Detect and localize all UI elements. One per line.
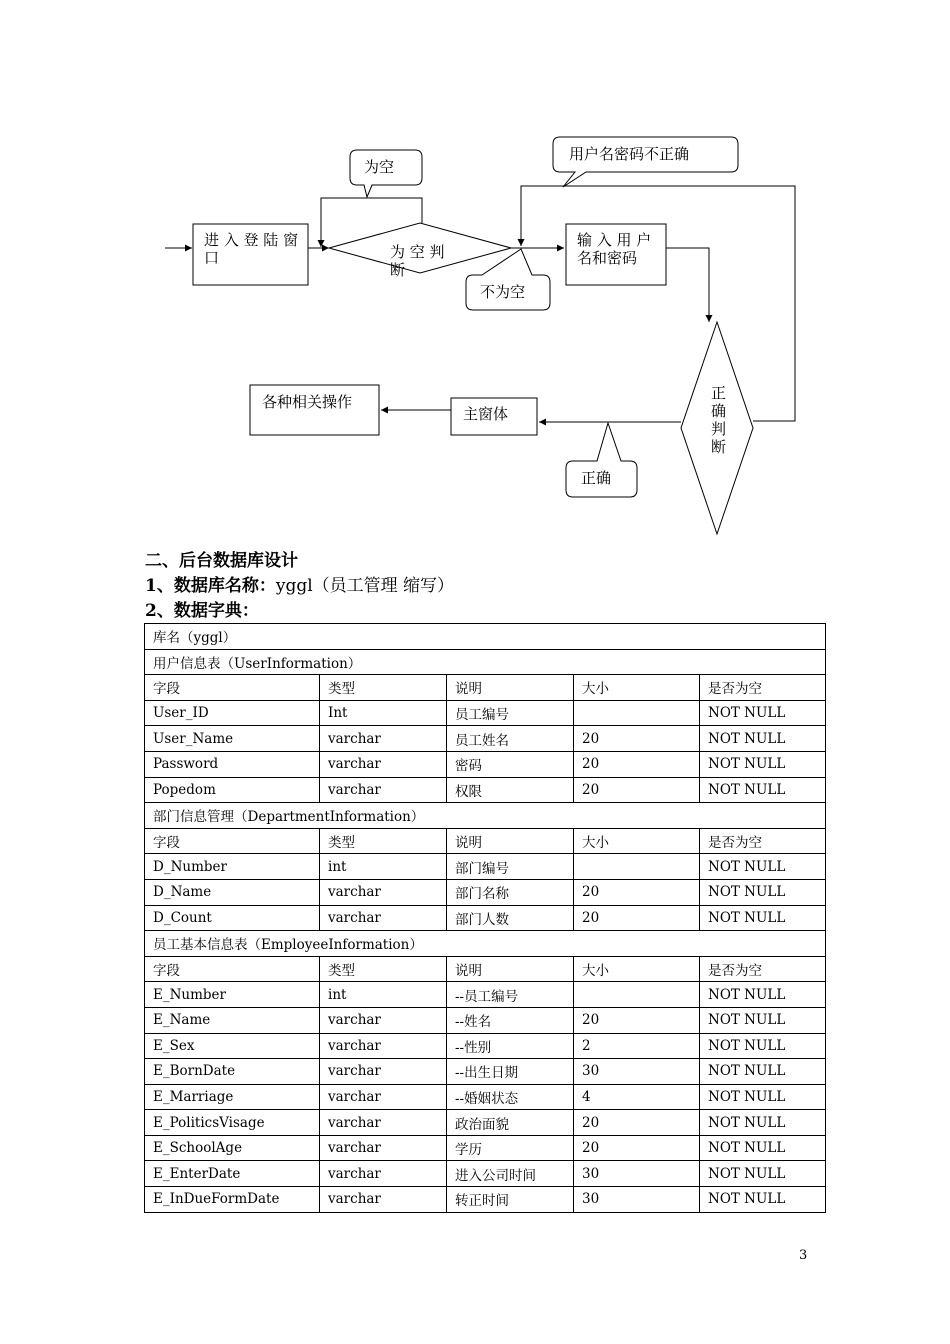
header-cell: 是否为空 <box>700 828 826 854</box>
header-cell: 大小 <box>574 675 700 701</box>
table-title-row <box>145 931 826 957</box>
table-cell: --员工编号 <box>447 982 574 1008</box>
table-cell: E_PoliticsVisage <box>145 1110 320 1136</box>
table-cell: NOT NULL <box>700 982 826 1008</box>
header-cell: 类型 <box>320 828 447 854</box>
table-cell: varchar <box>320 726 447 752</box>
table-row <box>145 700 826 726</box>
table-cell: varchar <box>320 905 447 931</box>
table-cell: NOT NULL <box>700 879 826 905</box>
callout-correct-label: 正确 <box>581 469 612 487</box>
table-row <box>145 1110 826 1136</box>
db-name-heading <box>145 575 454 597</box>
table-cell: 密码 <box>447 751 574 777</box>
table-row <box>145 982 826 1008</box>
table-cell: E_Sex <box>145 1033 320 1059</box>
table-cell: 20 <box>574 905 700 931</box>
table-cell: 20 <box>574 879 700 905</box>
table-cell: 进入公司时间 <box>447 1161 574 1187</box>
table-cell: 20 <box>574 751 700 777</box>
table-cell: varchar <box>320 1187 447 1213</box>
empty-loop-arrow <box>321 198 422 247</box>
table-cell: D_Number <box>145 854 320 880</box>
table-cell: --出生日期 <box>447 1059 574 1085</box>
table-cell: 20 <box>574 777 700 803</box>
table-cell: E_Number <box>145 982 320 1008</box>
table-cell: 政治面貌 <box>447 1110 574 1136</box>
table-cell <box>574 700 700 726</box>
callout-wrong-label: 用户名密码不正确 <box>569 145 690 163</box>
header-cell: 类型 <box>320 675 447 701</box>
table-cell: 20 <box>574 1007 700 1033</box>
table-header-row <box>145 675 826 701</box>
table-cell: 20 <box>574 726 700 752</box>
table-cell: varchar <box>320 879 447 905</box>
table-title-row <box>145 649 826 675</box>
page-number: 3 <box>799 1248 808 1263</box>
enter-window-label-1: 进 入 登 陆 窗 <box>204 231 299 249</box>
table-cell: NOT NULL <box>700 905 826 931</box>
correct-check-label-4: 断 <box>711 438 727 456</box>
db-name-label: 1、数据库名称： <box>145 576 276 596</box>
table-cell: 30 <box>574 1187 700 1213</box>
db-label-cell: 库名（yggl） <box>145 624 826 650</box>
table-header-row <box>145 956 826 982</box>
db-name-value: yggl（员工管理 缩写） <box>275 576 455 596</box>
table-cell: NOT NULL <box>700 1187 826 1213</box>
table-cell: 4 <box>574 1084 700 1110</box>
table-cell: User_ID <box>145 700 320 726</box>
table-cell: E_SchoolAge <box>145 1135 320 1161</box>
empty-check-label-1: 为 空 判 <box>390 243 445 261</box>
login-flowchart <box>0 0 950 560</box>
table-cell: varchar <box>320 1110 447 1136</box>
table-cell: 20 <box>574 1110 700 1136</box>
table-cell: 部门人数 <box>447 905 574 931</box>
table-cell: int <box>320 982 447 1008</box>
table-cell: E_Marriage <box>145 1084 320 1110</box>
table-cell: 学历 <box>447 1135 574 1161</box>
wrong-loop-arrow <box>521 186 795 421</box>
operations-label: 各种相关操作 <box>262 393 353 411</box>
table-cell: D_Name <box>145 879 320 905</box>
table-cell: D_Count <box>145 905 320 931</box>
table-cell <box>574 854 700 880</box>
table-cell: --姓名 <box>447 1007 574 1033</box>
correct-check-label-2: 确 <box>711 402 727 420</box>
table-title-row <box>145 803 826 829</box>
table-cell: NOT NULL <box>700 1135 826 1161</box>
callout-not-empty-label: 不为空 <box>480 283 526 301</box>
table-cell: User_Name <box>145 726 320 752</box>
table-row <box>145 1033 826 1059</box>
table-cell: NOT NULL <box>700 1007 826 1033</box>
correct-check-label-3: 判 <box>711 420 727 438</box>
empty-check-label-2: 断 <box>390 261 406 279</box>
correct-check-label-1: 正 <box>711 384 727 402</box>
table-row <box>145 1007 826 1033</box>
table-cell: E_Name <box>145 1007 320 1033</box>
table-cell: E_BornDate <box>145 1059 320 1085</box>
header-cell: 字段 <box>145 828 320 854</box>
table-cell: varchar <box>320 777 447 803</box>
table-cell: varchar <box>320 1084 447 1110</box>
table-cell: Password <box>145 751 320 777</box>
table-header-row <box>145 828 826 854</box>
table-cell: 员工编号 <box>447 700 574 726</box>
table-cell: 20 <box>574 1135 700 1161</box>
header-cell: 是否为空 <box>700 675 826 701</box>
header-cell: 大小 <box>574 956 700 982</box>
input-user-label-2: 名和密码 <box>577 249 638 267</box>
table-cell: 部门名称 <box>447 879 574 905</box>
table-cell: E_InDueFormDate <box>145 1187 320 1213</box>
table-cell: Popedom <box>145 777 320 803</box>
table-row <box>145 751 826 777</box>
table-cell: NOT NULL <box>700 854 826 880</box>
table-cell: NOT NULL <box>700 1033 826 1059</box>
table-title-cell: 员工基本信息表（EmployeeInformation） <box>145 931 826 957</box>
table-cell: --性别 <box>447 1033 574 1059</box>
table-cell: 30 <box>574 1059 700 1085</box>
main-window-label: 主窗体 <box>463 405 509 423</box>
table-cell: NOT NULL <box>700 777 826 803</box>
input-to-correct-arrow <box>666 248 709 322</box>
table-row <box>145 777 826 803</box>
dict-heading: 2、数据字典： <box>145 601 259 621</box>
header-cell: 说明 <box>447 956 574 982</box>
table-row <box>145 905 826 931</box>
table-cell: NOT NULL <box>700 726 826 752</box>
table-row <box>145 854 826 880</box>
table-cell: varchar <box>320 1007 447 1033</box>
table-cell: NOT NULL <box>700 1084 826 1110</box>
table-cell: varchar <box>320 1033 447 1059</box>
table-cell: NOT NULL <box>700 1110 826 1136</box>
header-cell: 是否为空 <box>700 956 826 982</box>
table-cell: E_EnterDate <box>145 1161 320 1187</box>
table-row <box>145 1187 826 1213</box>
table-cell: --婚姻状态 <box>447 1084 574 1110</box>
header-cell: 大小 <box>574 828 700 854</box>
table-cell: 部门编号 <box>447 854 574 880</box>
table-title-cell: 部门信息管理（DepartmentInformation） <box>145 803 826 829</box>
table-cell: NOT NULL <box>700 1161 826 1187</box>
db-label-row <box>145 624 826 650</box>
header-cell: 字段 <box>145 956 320 982</box>
header-cell: 字段 <box>145 675 320 701</box>
table-cell: 30 <box>574 1161 700 1187</box>
table-row <box>145 1161 826 1187</box>
table-cell: Int <box>320 700 447 726</box>
table-row <box>145 1135 826 1161</box>
table-cell: NOT NULL <box>700 751 826 777</box>
header-cell: 说明 <box>447 675 574 701</box>
table-cell: 员工姓名 <box>447 726 574 752</box>
table-row <box>145 726 826 752</box>
table-cell: 转正时间 <box>447 1187 574 1213</box>
table-cell: 2 <box>574 1033 700 1059</box>
table-title-cell: 用户信息表（UserInformation） <box>145 649 826 675</box>
table-cell: varchar <box>320 1161 447 1187</box>
input-user-label-1: 输 入 用 户 <box>577 231 652 249</box>
data-dictionary-table <box>144 623 826 1213</box>
table-cell: varchar <box>320 1135 447 1161</box>
table-cell: int <box>320 854 447 880</box>
table-cell: NOT NULL <box>700 700 826 726</box>
table-cell: varchar <box>320 751 447 777</box>
header-cell: 类型 <box>320 956 447 982</box>
enter-window-label-2: 口 <box>204 249 220 267</box>
table-cell: NOT NULL <box>700 1059 826 1085</box>
data-dictionary-body <box>145 624 826 1213</box>
table-cell <box>574 982 700 1008</box>
table-cell: 权限 <box>447 777 574 803</box>
table-cell: varchar <box>320 1059 447 1085</box>
table-row <box>145 1084 826 1110</box>
header-cell: 说明 <box>447 828 574 854</box>
table-row <box>145 1059 826 1085</box>
table-row <box>145 879 826 905</box>
backend-heading: 二、后台数据库设计 <box>145 551 298 571</box>
callout-empty-label: 为空 <box>364 158 395 176</box>
